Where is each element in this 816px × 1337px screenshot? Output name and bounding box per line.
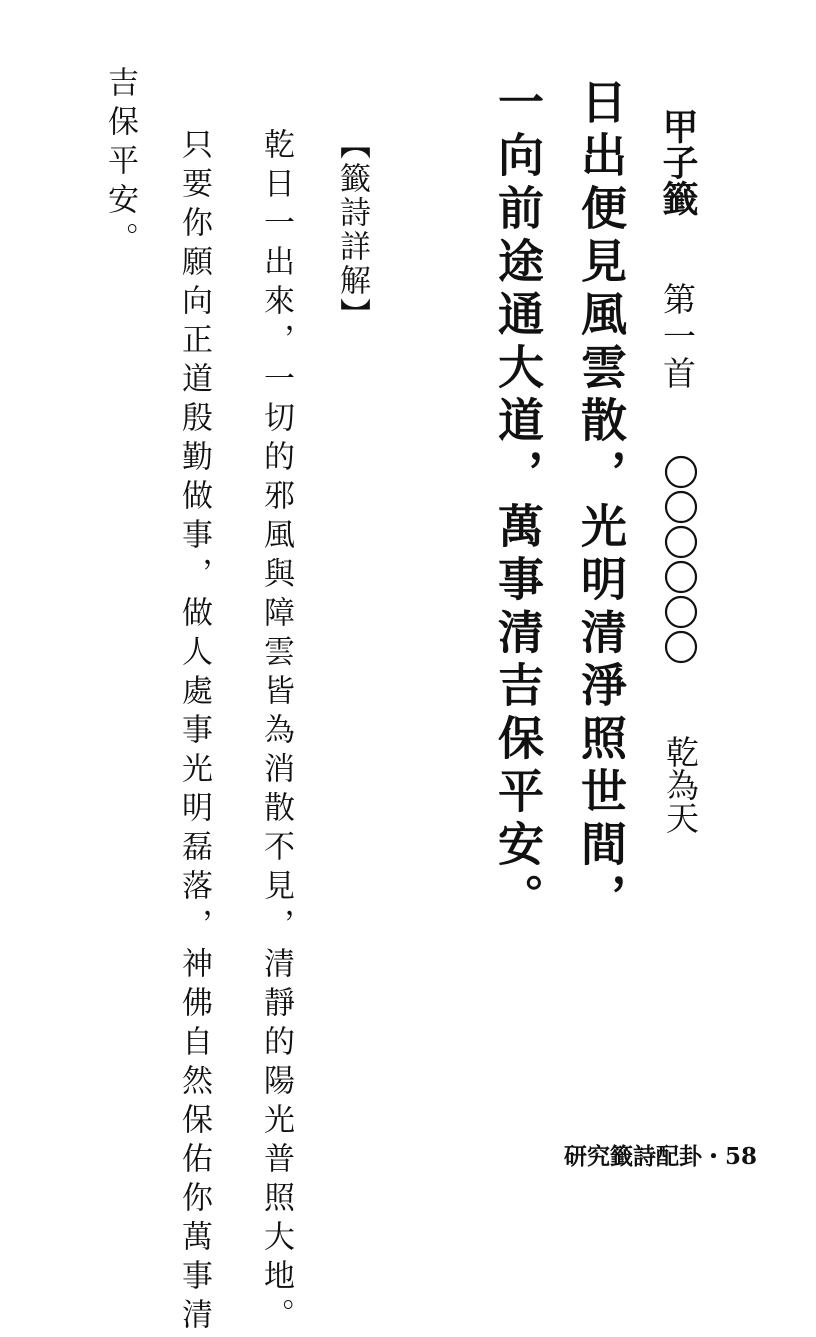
explanation-heading: 【籤詩詳解】	[334, 128, 370, 332]
circle-marks-icon	[660, 455, 702, 665]
poem-line-2: 一向前途通大道，萬事清吉保平安。	[491, 78, 545, 926]
page-footer: 研究籤詩配卦・58	[564, 1143, 758, 1170]
poem-line-1: 日出便見風雲散，光明清淨照世間，	[574, 78, 628, 926]
trigram-name: 乾為天	[661, 735, 700, 834]
explanation-line-3: 吉保平安。	[102, 66, 138, 261]
rating-circles	[660, 455, 702, 665]
lot-number: 第一首	[658, 282, 697, 393]
lot-title: 甲子籤	[657, 108, 699, 216]
explanation-line-2: 只要你願向正道殷勤做事，做人處事光明磊落，神佛自然保佑你萬事清	[176, 128, 212, 1337]
explanation-line-1: 乾日一出來，一切的邪風與障雲皆為消散不見，清靜的陽光普照大地。	[258, 128, 294, 1337]
